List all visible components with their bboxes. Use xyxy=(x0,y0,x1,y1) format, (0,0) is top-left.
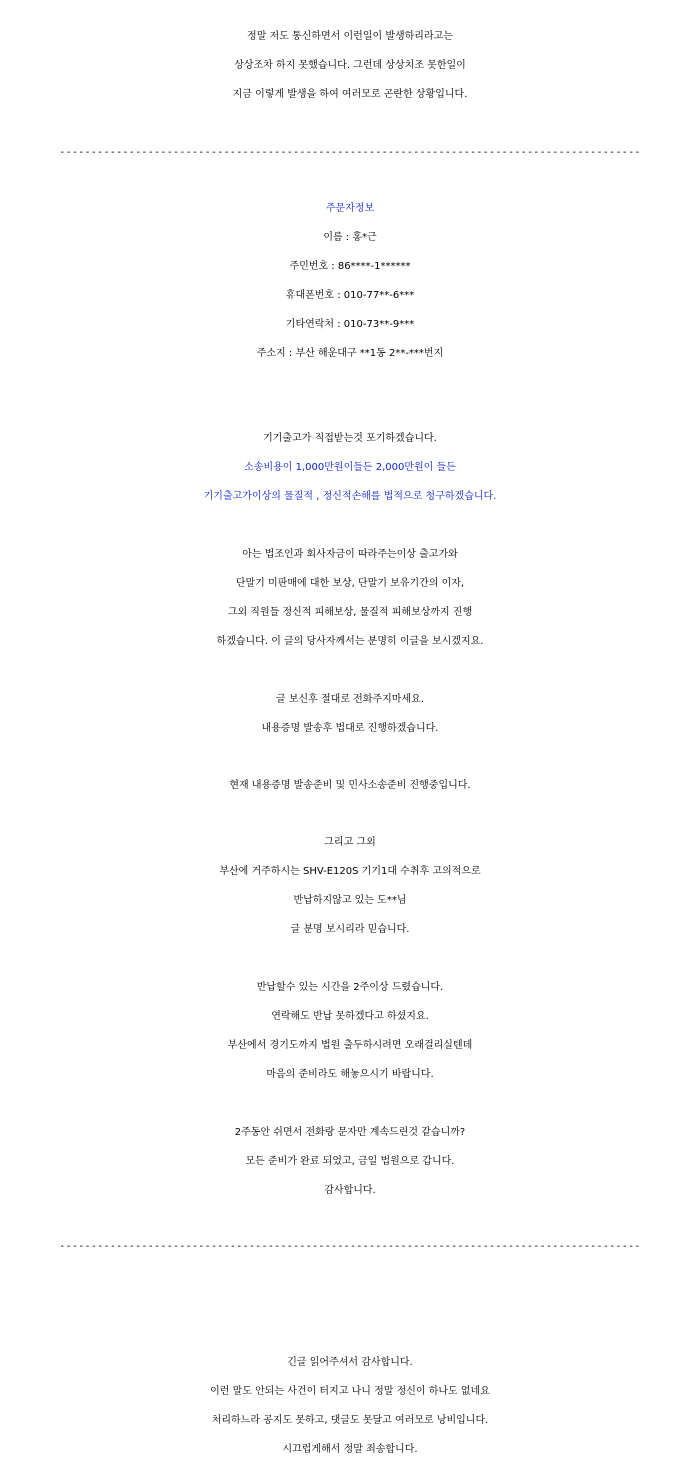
final-line-2: 모든 준비가 완료 되었고, 금일 법원으로 갑니다. xyxy=(245,1156,455,1167)
return-line-3: 부산에서 경기도까지 법원 출두하시려면 오래걸리실텐데 xyxy=(227,1040,473,1051)
final-line-1: 2주동안 쉬면서 전화랑 문자만 계속드린것 같습니까? xyxy=(234,1127,466,1138)
warning-line-1: 글 보신후 절대로 전화주지마세요. xyxy=(276,694,424,705)
final-line-3: 감사합니다. xyxy=(324,1185,376,1196)
claim-line-2: 소송비용이 1,000만원이들든 2,000만원이 들든 xyxy=(244,462,456,473)
intro-line-1: 정말 저도 통신하면서 이런일이 발생하리라고는 xyxy=(247,31,453,42)
legal-line-4: 하겠습니다. 이 글의 당사자께서는 분명히 이글을 보시겠지요. xyxy=(216,636,484,647)
closing-line-4: 시끄럽게해서 정말 죄송합니다. xyxy=(282,1444,418,1455)
closing-line-1: 긴글 읽어주셔서 감사합니다. xyxy=(287,1357,413,1368)
status-line: 현재 내용증명 발송준비 및 민사소송준비 진행중입니다. xyxy=(229,780,471,791)
separator-top: -------------------------------------------------------------------------------------------- xyxy=(59,147,641,158)
order-info-other-contact: 기타연락처 : 010-73**-9*** xyxy=(285,319,415,330)
other-line-2: 부산에 거주하시는 SHV-E120S 기기1대 수취후 고의적으로 xyxy=(219,866,481,877)
order-info-name: 이름 : 홍*근 xyxy=(323,232,377,243)
other-line-4: 글 분명 보시리라 믿습니다. xyxy=(290,924,410,935)
order-info-title: 주문자정보 xyxy=(325,203,375,214)
return-line-2: 연락해도 반납 못하겠다고 하셨지요. xyxy=(271,1011,429,1022)
return-line-1: 반납할수 있는 시간을 2주이상 드렸습니다. xyxy=(256,982,444,993)
return-line-4: 마음의 준비라도 해놓으시기 바랍니다. xyxy=(266,1069,434,1080)
other-line-1: 그리고 그외 xyxy=(324,837,376,848)
legal-line-3: 그외 직원들 정신적 피해보상, 물질적 피해보상까지 진행 xyxy=(227,607,473,618)
claim-line-1: 기기출고가 직접받는것 포기하겠습니다. xyxy=(263,433,437,444)
intro-line-3: 지금 이렇게 발생을 하여 여러모로 곤란한 상황입니다. xyxy=(232,89,468,100)
intro-line-2: 상상조차 하지 못했습니다. 그런데 상상치조 못한일이 xyxy=(234,60,466,71)
closing-line-2: 이런 말도 안되는 사건이 터지고 나니 정말 정신이 하나도 없네요 xyxy=(210,1386,490,1397)
legal-line-2: 단말기 미판매에 대한 보상, 단말기 보유기간의 이자, xyxy=(235,578,465,589)
order-info-address: 주소지 : 부산 해운대구 **1동 2**-***번지 xyxy=(256,348,444,359)
order-info-mobile: 휴대폰번호 : 010-77**-6*** xyxy=(285,290,415,301)
legal-line-1: 아는 법조인과 회사자금이 따라주는이상 출고가와 xyxy=(242,549,458,560)
order-info-resident-number: 주민번호 : 86****-1****** xyxy=(289,261,411,272)
other-line-3: 반납하지않고 있는 도**님 xyxy=(293,895,407,906)
separator-bottom: -------------------------------------------------------------------------------------------- xyxy=(59,1241,641,1252)
warning-line-2: 내용증명 발송후 법대로 진행하겠습니다. xyxy=(261,723,439,734)
closing-line-3: 처리하느라 공지도 못하고, 댓글도 못달고 여러모로 낭비입니다. xyxy=(211,1415,489,1426)
claim-line-3: 기기출고가이상의 물질적 , 정신적손해를 법적으로 청구하겠습니다. xyxy=(203,491,497,502)
